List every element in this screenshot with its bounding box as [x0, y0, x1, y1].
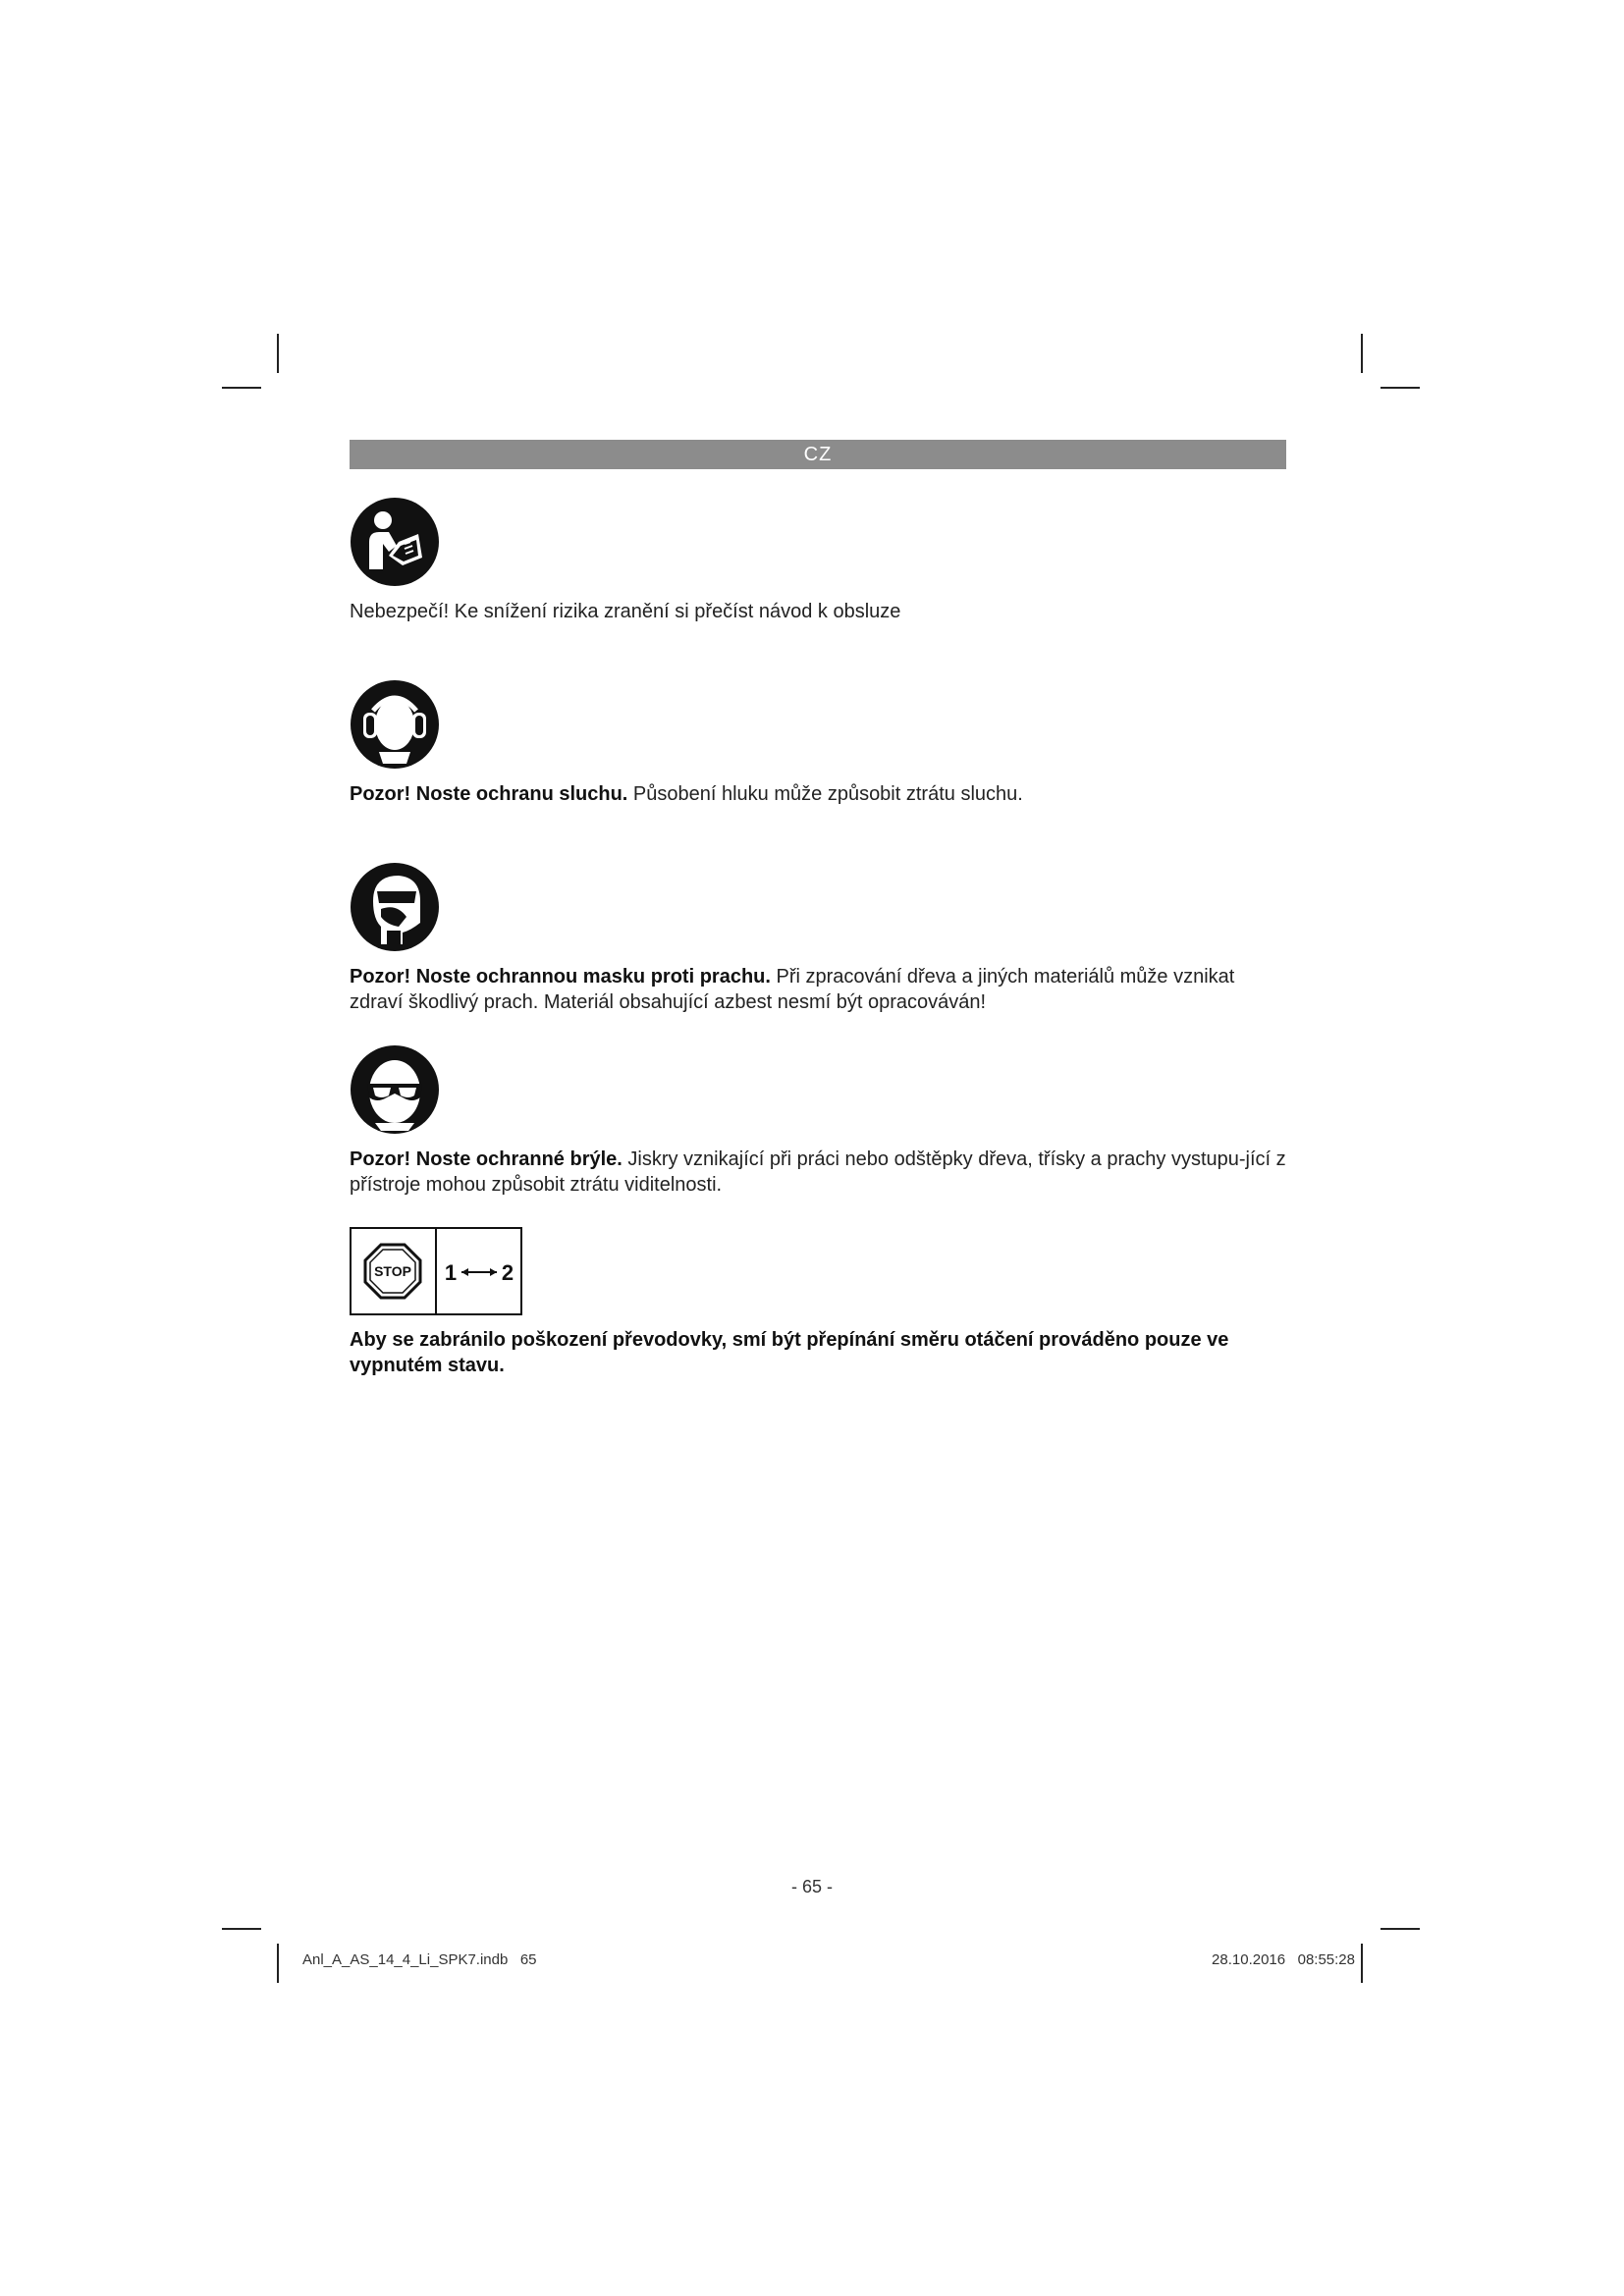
safety-goggles-icon	[350, 1044, 440, 1135]
footer-timestamp: 28.10.2016 08:55:28	[1212, 1951, 1355, 1968]
crop-mark	[222, 387, 261, 389]
crop-mark	[1380, 387, 1420, 389]
section-text	[350, 1327, 1286, 1378]
language-header: CZ	[350, 440, 1286, 469]
stop-label: STOP	[374, 1263, 411, 1279]
section-bold-text: Aby se zabránilo poškození převodovky, smí být přepínání směru otáčení prováděno pouze ve vypnutém stavu.	[350, 1329, 1229, 1376]
section-text	[350, 964, 1286, 1015]
section-stop-direction	[350, 1227, 1286, 1378]
stop-direction-icon	[350, 1227, 522, 1315]
crop-mark	[277, 334, 279, 373]
section-bold-text: Pozor! Noste ochrannou masku proti prachu.	[350, 966, 771, 988]
section-body-text: Nebezpečí! Ke snížení rizika zranění si přečíst návod k obsluze	[350, 601, 901, 622]
section-dust-mask	[350, 862, 1286, 1015]
crop-mark	[1380, 1928, 1420, 1930]
crop-mark	[1361, 1944, 1363, 1983]
crop-mark	[277, 1944, 279, 1983]
section-text	[350, 781, 1286, 807]
section-text	[350, 599, 1286, 624]
dust-mask-icon	[350, 862, 440, 952]
page-number: - 65 -	[790, 1877, 833, 1896]
section-bold-text: Pozor! Noste ochranu sluchu.	[350, 783, 628, 805]
section-safety-goggles	[350, 1044, 1286, 1198]
direction-to-label: 2	[501, 1260, 514, 1285]
section-body-text: Při zpracování dřeva a jiných materiálů může vznikat zdraví škodlivý prach. Materiál obsahující azbest nesmí být opracováván!	[350, 966, 1235, 1013]
direction-from-label: 1	[444, 1260, 458, 1285]
section-read-manual	[350, 497, 1286, 624]
section-bold-text: Pozor! Noste ochranné brýle.	[350, 1148, 623, 1170]
read-manual-icon	[350, 497, 440, 587]
section-hearing-protection	[350, 679, 1286, 807]
footer-file-name: Anl_A_AS_14_4_Li_SPK7.indb 65	[302, 1951, 537, 1968]
section-body-text: Jiskry vznikající při práci nebo odštěpky dřeva, třísky a prachy vystupu-jící z přístroje mohou způsobit ztrátu viditelnosti.	[350, 1148, 1286, 1196]
hearing-protection-icon	[350, 679, 440, 770]
section-text	[350, 1147, 1286, 1198]
crop-mark	[222, 1928, 261, 1930]
crop-mark	[1361, 334, 1363, 373]
section-body-text: Působení hluku může způsobit ztrátu sluchu.	[627, 783, 1023, 805]
